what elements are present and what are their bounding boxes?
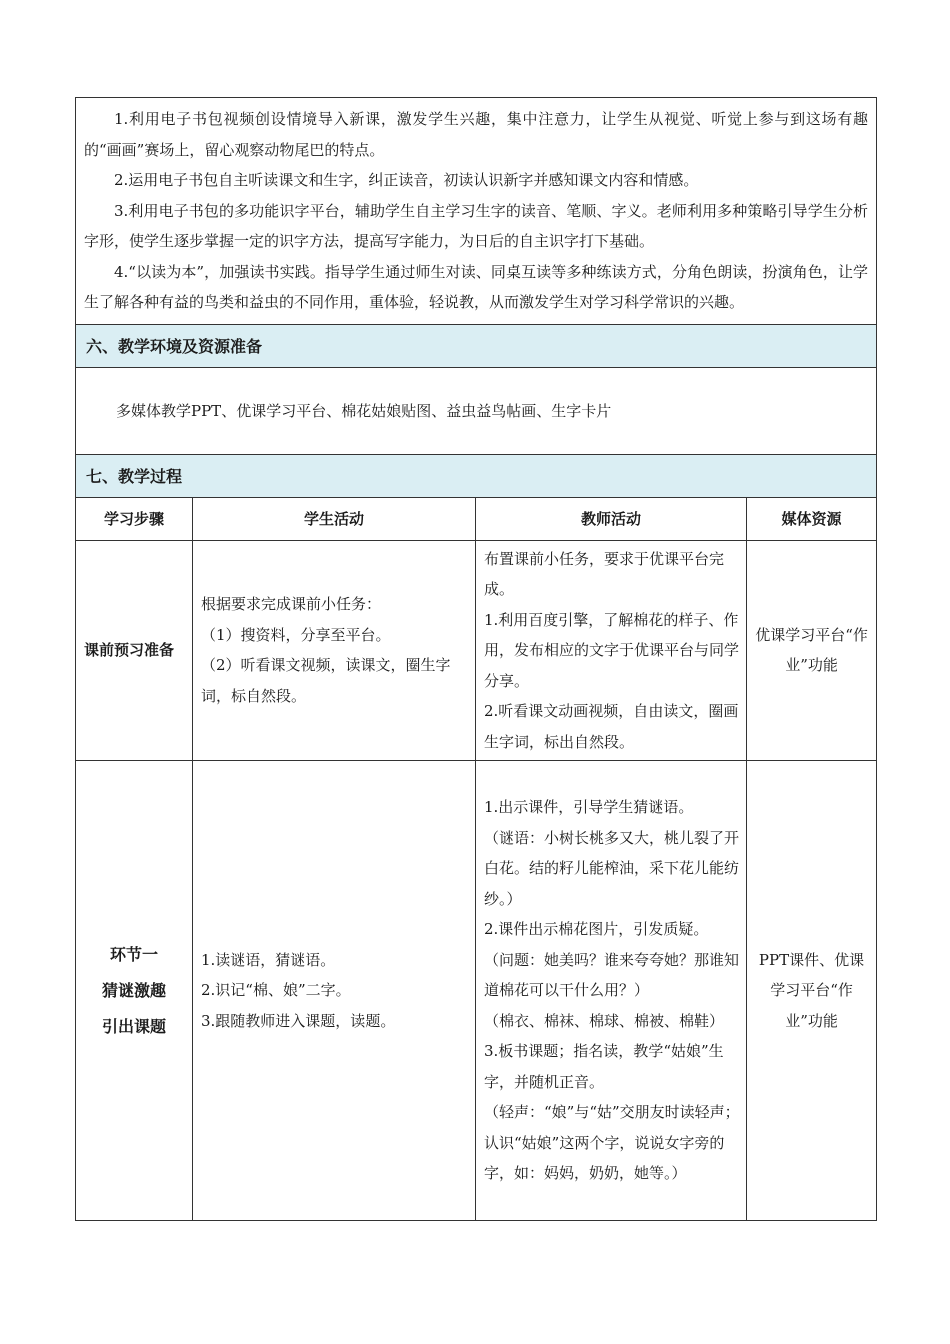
goal-paragraph-4: 4.“以读为本”，加强读书实践。指导学生通过师生对读、同桌互读等多种练读方式，分角色朗读，扮演角色，让学生了解各种有益的鸟类和益虫的不同作用，重体验，轻说教，从而激发学生对学习科学常识的兴趣。 xyxy=(84,262,869,311)
table-row xyxy=(76,761,877,1221)
teacher-activity-line: （问题：她美吗？谁来夸夸她？那谁知道棉花可以干什么用？） xyxy=(484,950,740,1000)
section6-header-row xyxy=(76,324,877,367)
student-activity-line: （1）搜资料，分享至平台。 xyxy=(201,625,391,644)
student-activity-line: 3.跟随教师进入课题，读题。 xyxy=(201,1011,396,1030)
goal-paragraph-1: 1.利用电子书包视频创设情境导入新课，激发学生兴趣，集中注意力，让学生从视觉、听觉上参与到这场有趣的“画画”赛场上，留心观察动物尾巴的特点。 xyxy=(84,110,869,159)
teacher-activity-line: （轻声：“娘”与“姑”交朋友时读轻声；认识“姑娘”这两个字，说说女字旁的字，如：妈妈，奶奶，她等。） xyxy=(484,1103,740,1183)
goal-paragraph-3: 3.利用电子书包的多功能识字平台，辅助学生自主学习生字的读音、笔顺、字义。老师利用多种策略引导学生分析字形，使学生逐步掌握一定的识字方法，提高写字能力，为日后的自主识字打下基础。 xyxy=(84,201,869,250)
teacher-activity-line: 1.出示课件，引导学生猜谜语。 xyxy=(484,798,694,817)
step-cell xyxy=(76,761,193,1221)
process-table-header xyxy=(76,497,877,540)
student-activity-line: 2.识记“棉、娘”二字。 xyxy=(201,981,351,1000)
media-cell: 优课学习平台“作业”功能 xyxy=(747,540,877,761)
step-cell: 课前预习准备 xyxy=(76,540,193,761)
goal-paragraph-2: 2.运用电子书包自主听读课文和生字，纠正读音，初读认识新字并感知课文内容和情感。 xyxy=(114,171,699,189)
step-line: 引出课题 xyxy=(101,1016,166,1036)
teacher-activity-cell xyxy=(476,540,747,761)
student-activity-cell xyxy=(193,761,476,1221)
teacher-activity-line: （谜语：小树长桃多又大，桃儿裂了开白花。结的籽儿能榨油，采下花儿能纺纱。） xyxy=(484,828,740,908)
teacher-activity-line: （棉衣、棉袜、棉球、棉被、棉鞋） xyxy=(484,1011,725,1030)
header-media: 媒体资源 xyxy=(747,497,877,540)
teacher-activity-line: 布置课前小任务，要求于优课平台完成。 xyxy=(484,549,725,598)
header-teacher-activity: 教师活动 xyxy=(476,497,747,540)
step-line: 环节一 xyxy=(109,944,158,964)
step-line: 猜谜激趣 xyxy=(101,980,166,1000)
header-step: 学习步骤 xyxy=(76,497,193,540)
section6-content-row xyxy=(76,367,877,454)
media-cell: PPT课件、优课学习平台“作业”功能 xyxy=(747,761,877,1221)
table-row xyxy=(76,540,877,761)
document-page xyxy=(75,97,875,1221)
teacher-activity-cell xyxy=(476,761,747,1221)
header-student-activity: 学生活动 xyxy=(193,497,476,540)
resources-text: 多媒体教学PPT、优课学习平台、棉花姑娘贴图、益虫益鸟帖画、生字卡片 xyxy=(76,367,877,454)
section6-title: 六、教学环境及资源准备 xyxy=(76,324,877,367)
goals-cell xyxy=(76,98,877,325)
student-activity-cell xyxy=(193,540,476,761)
teacher-activity-line: 2.课件出示棉花图片，引发质疑。 xyxy=(484,920,709,939)
section7-title: 七、教学过程 xyxy=(76,454,877,497)
student-activity-line: （2）听看课文视频，读课文，圈生字词，标自然段。 xyxy=(201,656,451,705)
section7-header-row xyxy=(76,454,877,497)
teacher-activity-line: 1.利用百度引擎，了解棉花的样子、作用，发布相应的文字于优课平台与同学分享。 xyxy=(484,610,740,690)
student-activity-line: 根据要求完成课前小任务： xyxy=(201,595,382,614)
teacher-activity-line: 2.听看课文动画视频，自由读文，圈画生字词，标出自然段。 xyxy=(484,702,739,751)
lesson-plan-table xyxy=(75,97,877,1221)
goals-row xyxy=(76,98,877,325)
teacher-activity-line: 3.板书课题；指名读，教学“姑娘”生字，并随机正音。 xyxy=(484,1042,724,1091)
student-activity-line: 1.读谜语，猜谜语。 xyxy=(201,950,336,969)
